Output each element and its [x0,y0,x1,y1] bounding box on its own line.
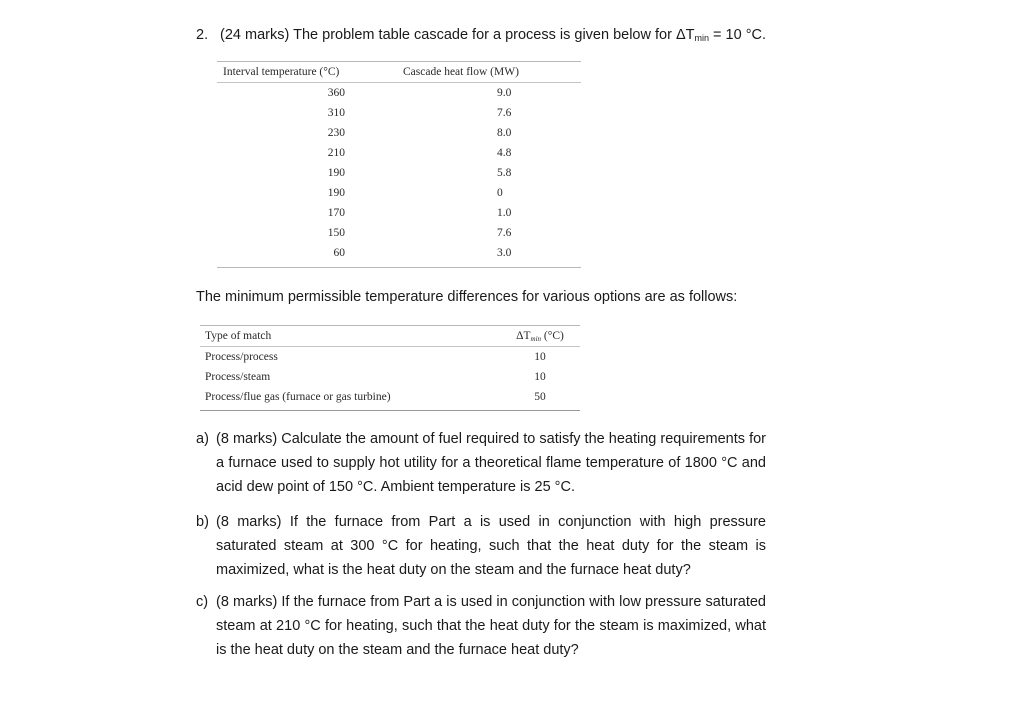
header-interval-temperature: Interval temperature (°C) [223,66,340,78]
cell-temperature: 310 [327,107,345,119]
match-table-header [200,326,580,347]
header-delta-t-min [490,330,580,343]
subquestion-text: (8 marks) Calculate the amount of fuel required to satisfy the heating requirements for a furnace used to supply hot utility for a theoretical flame temperature of 1800 °C and acid dew point of 150 °C. Ambient temperature is 25 °C. [216,431,766,495]
table-row [217,103,581,123]
cell-delta-t: 10 [534,351,546,363]
cell-temperature: 150 [327,227,345,239]
question-heading [196,27,766,43]
cell-heat-flow: 8.0 [497,127,512,139]
min-temperature-paragraph: The minimum permissible temperature differences for various options are as follows: [196,289,738,305]
question-intro: The problem table cascade for a process is given below for [293,27,676,43]
cell-heat-flow: 0 [497,187,503,199]
subquestion-text: (8 marks) If the furnace from Part a is used in conjunction with low pressure saturated steam at 210 °C for heating, such that the heat duty for the steam is maximized, what is the heat duty on the steam and the furnace heat duty? [216,594,766,658]
table-row [217,183,581,203]
cell-delta-t: 10 [534,371,546,383]
cell-delta-t: 50 [534,391,546,403]
cell-temperature: 210 [327,147,345,159]
table-row [217,83,581,103]
subquestion-c [196,590,766,662]
cell-heat-flow: 1.0 [497,207,512,219]
cascade-table-header [217,62,581,83]
cell-temperature: 60 [333,247,345,259]
delta-t-value: = 10 °C. [709,27,766,43]
delta-t-symbol: ΔT [675,27,695,43]
question-number: 2. [196,27,209,43]
table-row [217,163,581,183]
cell-temperature: 170 [327,207,345,219]
table-row [200,387,580,407]
delta-symbol: ΔT [516,329,531,342]
subquestion-label: c) [196,594,209,610]
header-cascade-heat-flow: Cascade heat flow (MW) [403,66,519,78]
subquestion-b [196,510,766,582]
question-marks: (24 marks) [220,27,290,43]
cell-temperature: 190 [327,187,345,199]
table-row [217,143,581,163]
cell-match-type: Process/flue gas (furnace or gas turbine) [205,391,391,403]
cell-match-type: Process/steam [205,371,271,383]
table-row [200,367,580,387]
header-type-of-match: Type of match [205,330,272,342]
table-row [217,223,581,243]
cell-temperature: 360 [327,87,345,99]
cascade-table [217,61,581,268]
cell-heat-flow: 7.6 [497,227,512,239]
table-row [217,243,581,263]
table-row [200,347,580,367]
subquestion-label: a) [196,431,209,447]
cell-heat-flow: 3.0 [497,247,512,259]
table-row [217,123,581,143]
delta-t-subscript: min [694,33,710,43]
cell-heat-flow: 7.6 [497,107,512,119]
cell-temperature: 230 [327,127,345,139]
delta-subscript: min [530,334,542,343]
cell-heat-flow: 5.8 [497,167,512,179]
delta-unit: (°C) [541,329,564,342]
match-type-table [200,325,580,411]
subquestion-a [196,427,766,499]
table-row [217,203,581,223]
cell-heat-flow: 4.8 [497,147,512,159]
cell-heat-flow: 9.0 [497,87,512,99]
subquestion-label: b) [196,514,209,530]
subquestion-text: (8 marks) If the furnace from Part a is used in conjunction with high pressure saturated steam at 300 °C for heating, such that the heat duty for the steam is maximized, what is the heat duty on the steam and the furnace heat duty? [216,514,766,578]
cell-match-type: Process/process [205,351,278,363]
cell-temperature: 190 [327,167,345,179]
